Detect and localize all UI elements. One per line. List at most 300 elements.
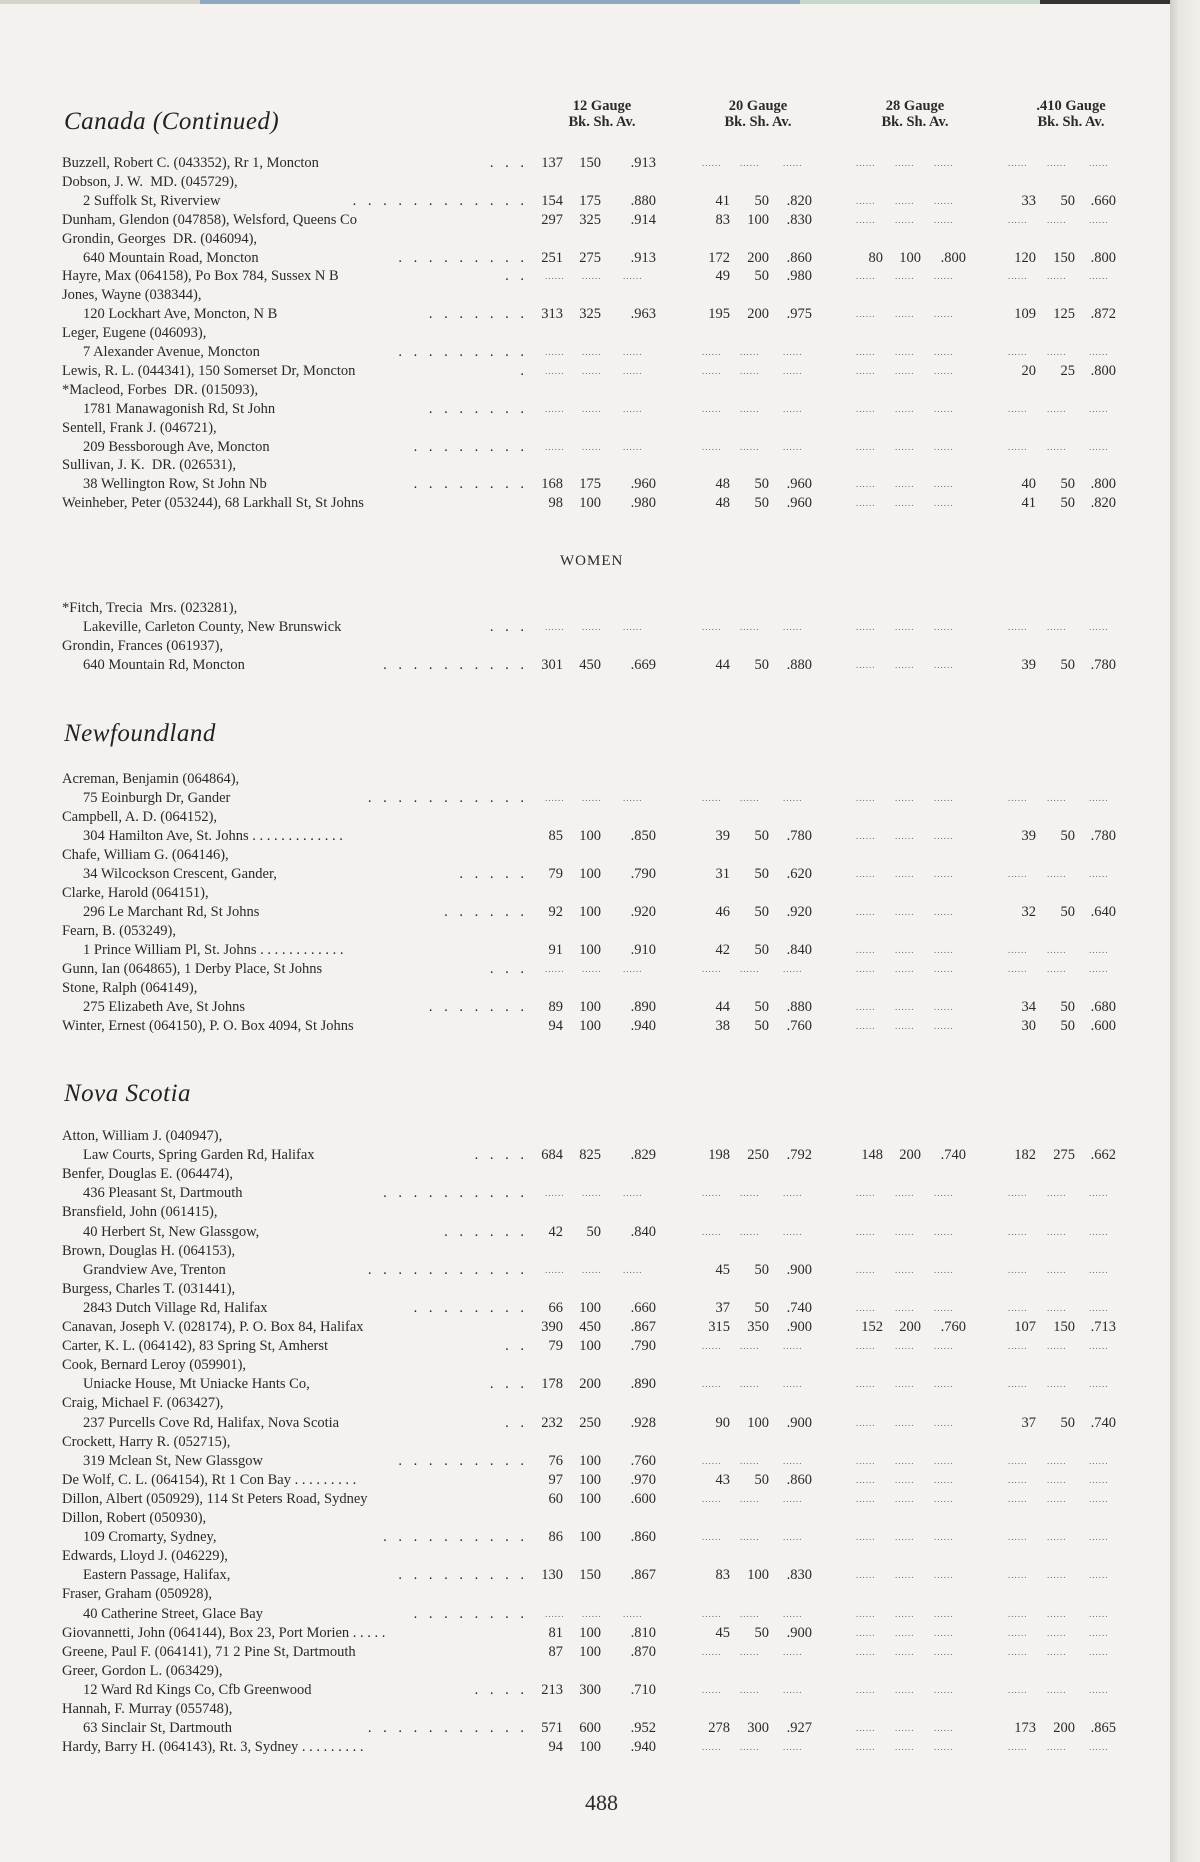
empty-cell-dots: ...... <box>934 1021 954 1031</box>
empty-cell-dots: ...... <box>895 1455 915 1466</box>
g20-sh-cell: 300 <box>747 1720 769 1737</box>
list-item <box>0 1662 1170 1680</box>
empty-cell-dots: ...... <box>1089 1341 1109 1352</box>
g12-bk-cell: 92 <box>548 904 563 920</box>
empty-cell-dots: ...... <box>856 1627 876 1638</box>
list-item <box>0 1261 1170 1279</box>
g20-sh-cell: 50 <box>754 999 769 1015</box>
empty-cell-dots: ...... <box>582 403 602 414</box>
empty-cell-dots: ...... <box>895 1417 915 1428</box>
empty-cell-dots: ...... <box>1047 403 1067 414</box>
g20-sh-cell: 50 <box>754 866 769 882</box>
empty-cell-dots: ...... <box>1047 793 1067 803</box>
g410-bk-cell: 41 <box>1021 495 1036 512</box>
g410-bk-cell: 107 <box>1014 1319 1036 1335</box>
list-item <box>0 1223 1170 1241</box>
empty-cell-dots: ...... <box>702 793 722 803</box>
empty-cell-dots: ...... <box>934 1417 954 1428</box>
entry-name: Bransfield, John (061415), <box>62 1204 218 1221</box>
empty-cell-dots: ...... <box>582 441 602 452</box>
g12-bk-cell: 60 <box>548 1490 563 1507</box>
entry-name: Leger, Eugene (046093), <box>62 325 207 342</box>
entry-name: 34 Wilcockson Crescent, Gander, <box>83 866 277 882</box>
g12-av-cell: .960 <box>630 476 656 493</box>
g12-av-cell: .810 <box>630 1624 656 1641</box>
empty-cell-dots: ...... <box>1047 1742 1067 1753</box>
g12-sh-cell: 150 <box>579 1567 601 1584</box>
empty-cell-dots: ...... <box>702 1684 722 1695</box>
empty-cell-dots: ...... <box>1047 964 1067 974</box>
entry-name: Eastern Passage, Halifax, <box>83 1567 231 1584</box>
dot-leader: . . . . . . . . . . . <box>367 1261 528 1278</box>
g20-sh-cell: 50 <box>754 1299 769 1316</box>
g12-av-cell: .913 <box>630 155 656 171</box>
dot-leader: . . . . . . . . <box>413 1299 528 1316</box>
g12-sh-cell: 450 <box>579 656 601 673</box>
g12-bk-cell: 178 <box>541 1376 563 1393</box>
entry-name: 2843 Dutch Village Rd, Halifax <box>83 1299 268 1316</box>
empty-cell-dots: ...... <box>856 659 876 670</box>
entry-name: Greer, Gordon L. (063429), <box>62 1662 223 1679</box>
g410-bk-cell: 109 <box>1014 306 1036 323</box>
g12-bk-cell: 66 <box>548 1299 563 1316</box>
empty-cell-dots: ...... <box>856 479 876 490</box>
empty-cell-dots: ...... <box>783 1226 803 1237</box>
empty-cell-dots: ...... <box>1047 441 1067 452</box>
g20-sh-cell: 50 <box>754 828 769 844</box>
empty-cell-dots: ...... <box>895 1493 915 1504</box>
list-item <box>0 438 1170 456</box>
g20-bk-cell: 48 <box>715 495 730 512</box>
dot-leader: . . . . . . . . . <box>398 1452 528 1469</box>
g20-sh-cell: 50 <box>754 1624 769 1641</box>
empty-cell-dots: ...... <box>1089 1264 1109 1275</box>
empty-cell-dots: ...... <box>783 365 803 376</box>
empty-cell-dots: ...... <box>783 403 803 414</box>
empty-cell-dots: ...... <box>856 1570 876 1581</box>
g12-bk-cell: 232 <box>541 1414 563 1431</box>
g12-av-cell: .867 <box>630 1319 656 1335</box>
empty-cell-dots: ...... <box>895 1002 915 1012</box>
dot-leader: . . . . . . . <box>428 306 528 323</box>
list-item <box>0 1681 1170 1699</box>
empty-cell-dots: ...... <box>934 869 954 879</box>
empty-cell-dots: ...... <box>895 907 915 917</box>
empty-cell-dots: ...... <box>1089 964 1109 974</box>
g12-bk-cell: 85 <box>548 828 563 844</box>
empty-cell-dots: ...... <box>895 1264 915 1275</box>
g20-av-cell: .900 <box>786 1624 812 1641</box>
dot-leader: . . <box>505 1414 528 1431</box>
empty-cell-dots: ...... <box>895 1570 915 1581</box>
empty-cell-dots: ...... <box>545 964 565 974</box>
list-item <box>0 960 1170 978</box>
empty-cell-dots: ...... <box>1047 869 1067 879</box>
list-item <box>0 249 1170 267</box>
empty-cell-dots: ...... <box>702 1493 722 1504</box>
g20-sh-cell: 50 <box>754 1471 769 1488</box>
empty-cell-dots: ...... <box>934 1455 954 1466</box>
empty-cell-dots: ...... <box>895 1021 915 1031</box>
empty-cell-dots: ...... <box>934 1341 954 1352</box>
empty-cell-dots: ...... <box>895 1226 915 1237</box>
empty-cell-dots: ...... <box>1008 1226 1028 1237</box>
empty-cell-dots: ...... <box>1089 793 1109 803</box>
empty-cell-dots: ...... <box>895 214 915 225</box>
list-item <box>0 656 1170 674</box>
empty-cell-dots: ...... <box>740 1455 760 1466</box>
empty-cell-dots: ...... <box>740 1608 760 1619</box>
empty-cell-dots: ...... <box>856 271 876 282</box>
empty-cell-dots: ...... <box>856 1417 876 1428</box>
g410-bk-cell: 37 <box>1021 1414 1036 1431</box>
empty-cell-dots: ...... <box>895 1646 915 1657</box>
entry-name: Dillon, Albert (050929), 114 St Peters Road, Sydney <box>62 1490 368 1507</box>
empty-cell-dots: ...... <box>702 1646 722 1657</box>
empty-cell-dots: ...... <box>783 964 803 974</box>
entry-name: 209 Bessborough Ave, Moncton <box>83 438 270 455</box>
entry-name: Giovannetti, John (064144), Box 23, Port Morien . . . . . <box>62 1624 386 1641</box>
empty-cell-dots: ...... <box>1008 1379 1028 1390</box>
g410-bk-cell: 173 <box>1014 1720 1036 1737</box>
g20-bk-cell: 31 <box>715 866 730 882</box>
g12-sh-cell: 100 <box>579 495 601 512</box>
list-item <box>0 1700 1170 1718</box>
list-item <box>0 865 1170 883</box>
empty-cell-dots: ...... <box>1089 271 1109 282</box>
entry-name: Jones, Wayne (038344), <box>62 287 202 304</box>
empty-cell-dots: ...... <box>1047 1474 1067 1485</box>
g20-av-cell: .900 <box>786 1414 812 1431</box>
empty-cell-dots: ...... <box>856 403 876 414</box>
empty-cell-dots: ...... <box>895 621 915 632</box>
list-item <box>0 1127 1170 1145</box>
empty-cell-dots: ...... <box>1008 1188 1028 1199</box>
g12-sh-cell: 100 <box>579 1643 601 1660</box>
list-item <box>0 808 1170 826</box>
empty-cell-dots: ...... <box>623 441 643 452</box>
empty-cell-dots: ...... <box>934 1379 954 1390</box>
empty-cell-dots: ...... <box>856 869 876 879</box>
g410-sh-cell: 25 <box>1060 362 1075 379</box>
entry-name: 436 Pleasant St, Dartmouth <box>83 1185 243 1202</box>
empty-cell-dots: ...... <box>895 403 915 414</box>
g12-av-cell: .914 <box>630 211 656 228</box>
entry-name: Dunham, Glendon (047858), Welsford, Queens Co <box>62 211 357 228</box>
g20-av-cell: .880 <box>786 999 812 1015</box>
g28-av-cell: .800 <box>940 249 966 266</box>
list-item <box>0 903 1170 921</box>
empty-cell-dots: ...... <box>783 621 803 632</box>
entry-name: Hannah, F. Murray (055748), <box>62 1701 233 1717</box>
empty-cell-dots: ...... <box>895 365 915 376</box>
empty-cell-dots: ...... <box>623 1188 643 1199</box>
empty-cell-dots: ...... <box>702 1188 722 1199</box>
g12-av-cell: .920 <box>630 904 656 920</box>
g12-sh-cell: 100 <box>579 942 601 958</box>
gauge-columns: Bk. Sh. Av. <box>568 114 636 130</box>
list-item <box>0 1337 1170 1355</box>
g12-av-cell: .913 <box>630 249 656 266</box>
top-scan-band <box>0 0 1200 6</box>
empty-cell-dots: ...... <box>1089 1493 1109 1504</box>
empty-cell-dots: ...... <box>856 441 876 452</box>
empty-cell-dots: ...... <box>856 1002 876 1012</box>
empty-cell-dots: ...... <box>856 1188 876 1199</box>
list-item <box>0 1299 1170 1317</box>
g12-bk-cell: 297 <box>541 211 563 228</box>
page-number: 488 <box>585 1790 618 1815</box>
g12-sh-cell: 175 <box>579 192 601 209</box>
entry-name: 38 Wellington Row, St John Nb <box>83 476 267 493</box>
g12-sh-cell: 325 <box>579 211 601 228</box>
empty-cell-dots: ...... <box>856 158 876 168</box>
empty-cell-dots: ...... <box>623 365 643 376</box>
empty-cell-dots: ...... <box>856 621 876 632</box>
g20-av-cell: .820 <box>786 192 812 209</box>
entry-name: Campbell, A. D. (064152), <box>62 809 218 825</box>
g20-sh-cell: 50 <box>754 656 769 673</box>
g20-sh-cell: 50 <box>754 192 769 209</box>
gauge-name: 20 Gauge <box>728 98 788 114</box>
entry-name: Sentell, Frank J. (046721), <box>62 419 217 436</box>
entry-name: Hardy, Barry H. (064143), Rt. 3, Sydney . . . . . . . . . <box>62 1739 364 1756</box>
g12-bk-cell: 81 <box>548 1624 563 1641</box>
g20-sh-cell: 50 <box>754 268 769 285</box>
empty-cell-dots: ...... <box>856 195 876 206</box>
empty-cell-dots: ...... <box>934 498 954 509</box>
list-item <box>0 789 1170 807</box>
g12-av-cell: .952 <box>630 1720 656 1737</box>
empty-cell-dots: ...... <box>740 1646 760 1657</box>
dot-leader: . . . . . . <box>444 904 528 920</box>
g12-sh-cell: 175 <box>579 476 601 493</box>
g12-av-cell: .660 <box>630 1299 656 1316</box>
list-item <box>0 1203 1170 1221</box>
empty-cell-dots: ...... <box>783 1742 803 1753</box>
gauge-name: 28 Gauge <box>885 98 945 114</box>
g12-bk-cell: 87 <box>548 1643 563 1660</box>
g12-sh-cell: 100 <box>579 1018 601 1034</box>
empty-cell-dots: ...... <box>783 1684 803 1695</box>
empty-cell-dots: ...... <box>1089 1379 1109 1390</box>
g12-av-cell: .829 <box>630 1147 656 1164</box>
empty-cell-dots: ...... <box>1008 964 1028 974</box>
empty-cell-dots: ...... <box>895 1742 915 1753</box>
empty-cell-dots: ...... <box>545 1188 565 1199</box>
entry-name: Hayre, Max (064158), Po Box 784, Sussex N B <box>62 268 339 285</box>
empty-cell-dots: ...... <box>934 365 954 376</box>
g20-bk-cell: 198 <box>708 1147 730 1164</box>
g20-sh-cell: 50 <box>754 476 769 493</box>
g20-av-cell: .975 <box>786 306 812 323</box>
g12-av-cell: .790 <box>630 1338 656 1355</box>
empty-cell-dots: ...... <box>1089 1627 1109 1638</box>
empty-cell-dots: ...... <box>1047 214 1067 225</box>
empty-cell-dots: ...... <box>1008 793 1028 803</box>
g410-bk-cell: 34 <box>1021 999 1036 1015</box>
empty-cell-dots: ...... <box>1047 1264 1067 1275</box>
g20-bk-cell: 38 <box>715 1018 730 1034</box>
dot-leader: . . . . . . <box>444 1223 528 1240</box>
empty-cell-dots: ...... <box>895 347 915 357</box>
empty-cell-dots: ...... <box>1047 1684 1067 1695</box>
empty-cell-dots: ...... <box>783 1379 803 1390</box>
empty-cell-dots: ...... <box>934 1226 954 1237</box>
empty-cell-dots: ...... <box>1008 1341 1028 1352</box>
empty-cell-dots: ...... <box>895 1608 915 1619</box>
g410-av-cell: .640 <box>1090 904 1116 920</box>
g410-bk-cell: 39 <box>1021 656 1036 673</box>
g12-av-cell: .669 <box>630 656 656 673</box>
list-item <box>0 286 1170 304</box>
list-item <box>0 1146 1170 1164</box>
g12-bk-cell: 79 <box>548 1338 563 1355</box>
g28-bk-cell: 80 <box>868 249 883 266</box>
g12-sh-cell: 600 <box>579 1720 601 1737</box>
empty-cell-dots: ...... <box>856 964 876 974</box>
g12-av-cell: .940 <box>630 1739 656 1756</box>
entry-name: 63 Sinclair St, Dartmouth <box>83 1720 233 1737</box>
empty-cell-dots: ...... <box>582 271 602 282</box>
empty-cell-dots: ...... <box>783 1188 803 1199</box>
empty-cell-dots: ...... <box>1047 1570 1067 1581</box>
g20-av-cell: .960 <box>786 476 812 493</box>
empty-cell-dots: ...... <box>623 271 643 282</box>
entry-name: 304 Hamilton Ave, St. Johns . . . . . . . . . . . . . <box>83 828 343 844</box>
empty-cell-dots: ...... <box>582 793 602 803</box>
entry-name: 640 Mountain Rd, Moncton <box>83 656 245 673</box>
list-item <box>0 1585 1170 1603</box>
empty-cell-dots: ...... <box>1008 441 1028 452</box>
entry-name: Uniacke House, Mt Uniacke Hants Co, <box>83 1376 310 1393</box>
g410-sh-cell: 50 <box>1060 828 1075 844</box>
empty-cell-dots: ...... <box>545 441 565 452</box>
list-item <box>0 1242 1170 1260</box>
g20-sh-cell: 200 <box>747 249 769 266</box>
empty-cell-dots: ...... <box>783 1455 803 1466</box>
g20-av-cell: .780 <box>786 828 812 844</box>
g12-bk-cell: 94 <box>548 1739 563 1756</box>
g12-bk-cell: 89 <box>548 999 563 1015</box>
dot-leader: . . . . . . . . <box>413 1605 528 1622</box>
g12-bk-cell: 213 <box>541 1681 563 1698</box>
entry-name: Benfer, Douglas E. (064474), <box>62 1166 233 1183</box>
empty-cell-dots: ...... <box>740 1188 760 1199</box>
empty-cell-dots: ...... <box>934 1302 954 1313</box>
empty-cell-dots: ...... <box>545 271 565 282</box>
empty-cell-dots: ...... <box>1008 271 1028 282</box>
g20-sh-cell: 50 <box>754 1261 769 1278</box>
dot-leader: . <box>520 362 528 379</box>
empty-cell-dots: ...... <box>895 1627 915 1638</box>
entry-name: Weinheber, Peter (053244), 68 Larkhall St, St Johns <box>62 495 364 512</box>
g20-bk-cell: 315 <box>708 1319 730 1335</box>
empty-cell-dots: ...... <box>1089 1646 1109 1657</box>
empty-cell-dots: ...... <box>545 1264 565 1275</box>
g410-av-cell: .820 <box>1090 495 1116 512</box>
entry-name: 319 Mclean St, New Glassgow <box>83 1452 264 1469</box>
list-item <box>0 1165 1170 1183</box>
list-item <box>0 827 1170 845</box>
gauge-header-28 <box>850 98 980 131</box>
g20-av-cell: .900 <box>786 1319 812 1335</box>
g12-sh-cell: 100 <box>579 1299 601 1316</box>
g12-sh-cell: 100 <box>579 866 601 882</box>
empty-cell-dots: ...... <box>856 1341 876 1352</box>
entry-name: Grondin, Georges DR. (046094), <box>62 230 258 247</box>
g12-av-cell: .790 <box>630 866 656 882</box>
g410-av-cell: .800 <box>1090 362 1116 379</box>
g20-av-cell: .860 <box>786 249 812 266</box>
entry-name: 1 Prince William Pl, St. Johns . . . . . . . . . . . . <box>83 942 344 958</box>
dot-leader: . . . <box>489 618 528 635</box>
entry-name: Brown, Douglas H. (064153), <box>62 1242 236 1259</box>
g410-av-cell: .780 <box>1090 656 1116 673</box>
g20-bk-cell: 45 <box>715 1261 730 1278</box>
empty-cell-dots: ...... <box>934 964 954 974</box>
empty-cell-dots: ...... <box>934 1723 954 1734</box>
entry-name: Buzzell, Robert C. (043352), Rr 1, Moncton <box>62 155 319 171</box>
list-item <box>0 1394 1170 1412</box>
list-item <box>0 884 1170 902</box>
g410-bk-cell: 182 <box>1014 1147 1036 1164</box>
empty-cell-dots: ...... <box>1008 1532 1028 1543</box>
g28-sh-cell: 200 <box>899 1147 921 1164</box>
entry-name: Canavan, Joseph V. (028174), P. O. Box 84, Halifax <box>62 1319 364 1335</box>
entry-name: Grondin, Frances (061937), <box>62 637 224 654</box>
empty-cell-dots: ...... <box>623 621 643 632</box>
list-item <box>0 1414 1170 1432</box>
g28-av-cell: .740 <box>940 1147 966 1164</box>
empty-cell-dots: ...... <box>934 271 954 282</box>
g12-sh-cell: 100 <box>579 1338 601 1355</box>
empty-cell-dots: ...... <box>1047 1341 1067 1352</box>
entry-name: 40 Herbert St, New Glassgow, <box>83 1223 260 1240</box>
list-item <box>0 211 1170 229</box>
empty-cell-dots: ...... <box>934 1608 954 1619</box>
list-item <box>0 770 1170 788</box>
g12-sh-cell: 325 <box>579 306 601 323</box>
empty-cell-dots: ...... <box>783 1646 803 1657</box>
dot-leader: . . . . . . . <box>428 999 528 1015</box>
empty-cell-dots: ...... <box>740 1379 760 1390</box>
empty-cell-dots: ...... <box>783 1532 803 1543</box>
empty-cell-dots: ...... <box>856 907 876 917</box>
list-item <box>0 846 1170 864</box>
empty-cell-dots: ...... <box>934 1264 954 1275</box>
empty-cell-dots: ...... <box>1008 621 1028 632</box>
g12-bk-cell: 97 <box>548 1471 563 1488</box>
empty-cell-dots: ...... <box>1089 1474 1109 1485</box>
entry-name: Winter, Ernest (064150), P. O. Box 4094, St Johns <box>62 1018 354 1034</box>
g410-sh-cell: 50 <box>1060 495 1075 512</box>
list-item <box>0 419 1170 437</box>
empty-cell-dots: ...... <box>1089 1684 1109 1695</box>
empty-cell-dots: ...... <box>856 1302 876 1313</box>
list-item <box>0 1738 1170 1756</box>
gauge-name: .410 Gauge <box>1036 98 1106 114</box>
dot-leader: . . . . . . . . <box>413 438 528 455</box>
empty-cell-dots: ...... <box>702 1341 722 1352</box>
empty-cell-dots: ...... <box>1089 214 1109 225</box>
g20-bk-cell: 172 <box>708 249 730 266</box>
g12-av-cell: .860 <box>630 1529 656 1546</box>
list-item <box>0 1605 1170 1623</box>
entry-name: 275 Elizabeth Ave, St Johns <box>83 999 246 1015</box>
list-item <box>0 1509 1170 1527</box>
gauge-header-20 <box>693 98 823 131</box>
